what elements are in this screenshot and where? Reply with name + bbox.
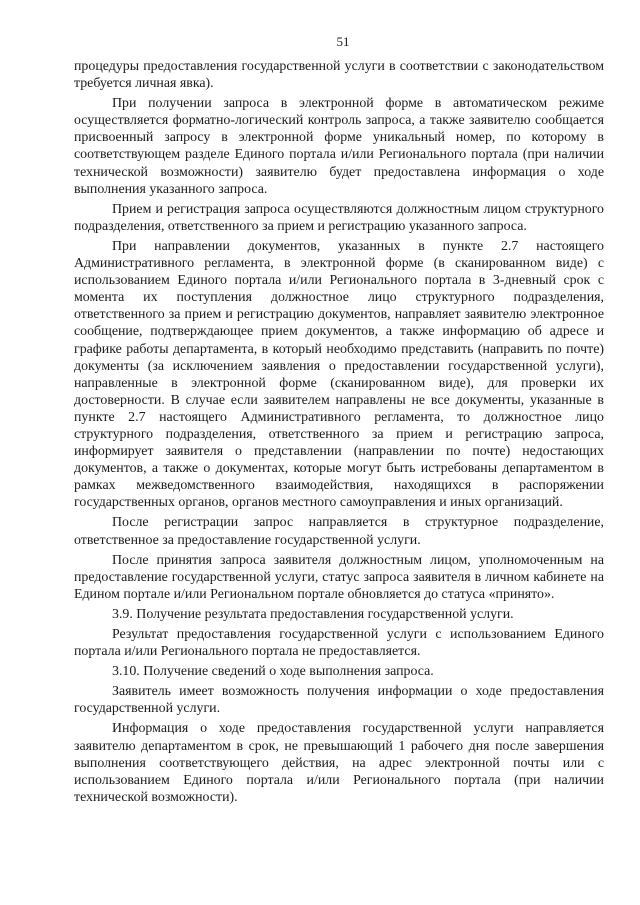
section-heading-3-9: 3.9. Получение результата предоставления государственной услуги. (112, 606, 514, 622)
paragraph-continuation: процедуры предоставления государственной услуги в соответствии с законодательством требуется личная явка). (74, 59, 604, 92)
paragraph-after-registration: После регистрации запрос направляется в структурное подразделение, ответственное за предоставление государственной услуги. (74, 515, 604, 548)
page-number: 51 (336, 34, 350, 49)
paragraph-document-submission: При направлении документов, указанных в пункте 2.7 настоящего Административного регламента, в электронной форме (в сканированном виде) с использованием Единого портала и/или Регионального портала в 3-дневный срок с момента их поступления должностное лицо структурного подразделения, ответственного за прием и регистрацию документов, направляет заявителю электронное сообщение, подтверждающее прием документов, а также информацию об адресе и графике работы департамента, в который необходимо представить (направить по почте) документы (за исключением заявления о предоставлении государственной услуги), направленные в электронной форме (сканированном виде), для проверки их достоверности. В случае если заявителем направлены не все документы, указанные в пункте 2.7 настоящего Административного регламента, то должностное лицо структурного подразделения, ответственного за прием и регистрацию запроса, информирует заявителя о представлении (направлении по почте) недостающих документов, а также о документах, которые могут быть истребованы департаментом в рамках межведомственного взаимодействия, находящихся в распоряжении государственных органов, органов местного самоуправления и иных организаций. (74, 238, 604, 511)
section-heading-3-10: 3.10. Получение сведений о ходе выполнения запроса. (112, 664, 434, 680)
paragraph-progress-info: Информация о ходе предоставления государственной услуги направляется заявителю департаментом в срок, не превышающий 1 рабочего дня после завершения выполнения соответствующего действия, на адрес электронной почты или с использованием Единого портала и/или Регионального портала (при наличии технической возможности). (74, 721, 604, 805)
paragraph-result-not-provided: Результат предоставления государственной услуги с использованием Единого портала и/или Регионального портала не предоставляется. (74, 627, 604, 660)
paragraph-applicant-info: Заявитель имеет возможность получения информации о ходе предоставления государственной услуги. (74, 684, 604, 717)
paragraph-status-accepted: После принятия запроса заявителя должностным лицом, уполномоченным на предоставление государственной услуги, статус запроса заявителя в личном кабинете на Едином портале и/или Региональном портале обновляется до статуса «принято». (74, 552, 604, 602)
paragraph-reception-registration: Прием и регистрация запроса осуществляются должностным лицом структурного подразделения, ответственного за прием и регистрацию указанного запроса. (74, 201, 604, 234)
paragraph-electronic-request: При получении запроса в электронной форме в автоматическом режиме осуществляется форматно-логический контроль запроса, а также заявителю сообщается присвоенный запросу в электронной форме уникальный номер, по которому в соответствующем разделе Единого портала и/или Регионального портала (при наличии технической возможности) заявителю будет предоставлена информация о ходе выполнения указанного запроса. (74, 96, 604, 197)
